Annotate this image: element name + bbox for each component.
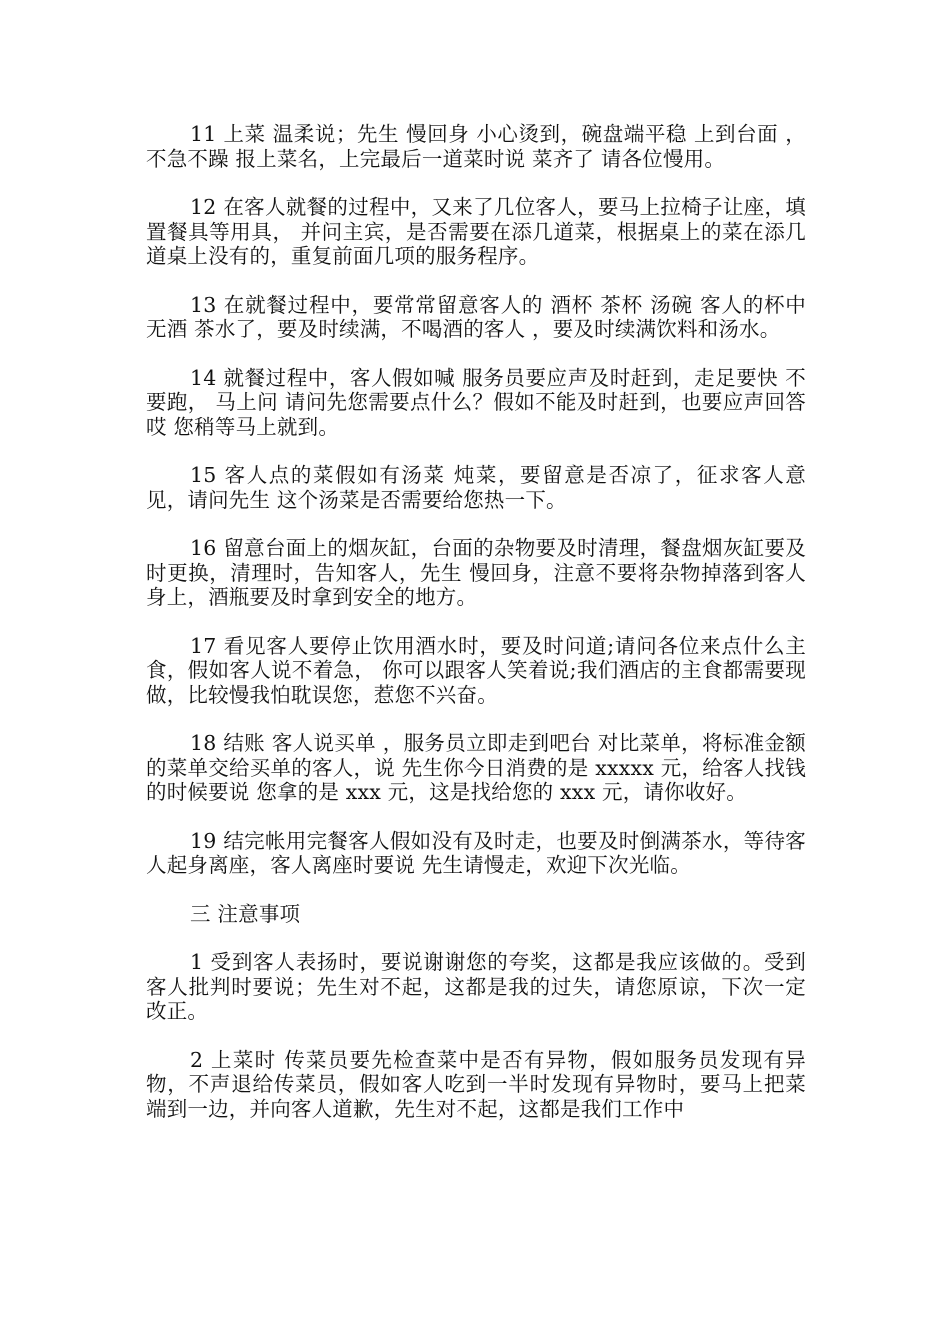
paragraph-item-11: 11 上菜 温柔说；先生 慢回身 小心烫到，碗盘端平稳 上到台面 ，不急不躁 报上菜名，上完最后一道菜时说 菜齐了 请各位慢用。 xyxy=(146,122,806,171)
paragraph-item-12: 12 在客人就餐的过程中，又来了几位客人，要马上拉椅子让座，填置餐具等用具， 并问主宾，是否需要在添几道菜，根据桌上的菜在添几道桌上没有的，重复前面几项的服务程序。 xyxy=(146,195,806,268)
paragraph-item-14: 14 就餐过程中，客人假如喊 服务员要应声及时赶到，走足要快 不要跑， 马上问 请问先您需要点什么？假如不能及时赶到，也要应声回答 哎 您稍等马上就到。 xyxy=(146,365,806,439)
paragraph-item-18: 18 结账 客人说买单 ，服务员立即走到吧台 对比菜单，将标准金额的菜单交给买单的客人，说 先生你今日消费的是 xxxxx 元，给客人找钱的时候要说 您拿的是 xxx 元，这是找给您的 xxx 元，请你收好。 xyxy=(146,731,806,804)
paragraph-item-13: 13 在就餐过程中，要常常留意客人的 酒杯 茶杯 汤碗 客人的杯中无酒 茶水了，要及时续满，不喝酒的客人 ，要及时续满饮料和汤水。 xyxy=(146,292,806,341)
paragraph-item-15: 15 客人点的菜假如有汤菜 炖菜，要留意是否凉了，征求客人意见，请问先生 这个汤菜是否需要给您热一下。 xyxy=(146,463,806,512)
document-body xyxy=(146,122,806,1145)
note-item-1: 1 受到客人表扬时，要说谢谢您的夸奖，这都是我应该做的。受到客人批判时要说；先生对不起，这都是我的过失，请您原谅，下次一定改正。 xyxy=(146,950,806,1023)
paragraph-item-19: 19 结完帐用完餐客人假如没有及时走，也要及时倒满茶水，等待客人起身离座，客人离座时要说 先生请慢走，欢迎下次光临。 xyxy=(146,828,806,877)
note-item-2: 2 上菜时 传菜员要先检查菜中是否有异物，假如服务员发现有异物，不声退给传菜员，假如客人吃到一半时发现有异物时，要马上把菜端到一边，并向客人道歉，先生对不起，这都是我们工作中 xyxy=(146,1047,806,1121)
paragraph-item-17: 17 看见客人要停止饮用酒水时，要及时问道;请问各位来点什么主食，假如客人说不着急， 你可以跟客人笑着说;我们酒店的主食都需要现做，比较慢我怕耽误您，惹您不兴奋。 xyxy=(146,633,806,707)
section-heading: 三 注意事项 xyxy=(190,901,301,926)
paragraph-item-16: 16 留意台面上的烟灰缸，台面的杂物要及时清理，餐盘烟灰缸要及时更换，清理时，告知客人，先生 慢回身，注意不要将杂物掉落到客人身上，酒瓶要及时拿到安全的地方。 xyxy=(146,536,806,609)
